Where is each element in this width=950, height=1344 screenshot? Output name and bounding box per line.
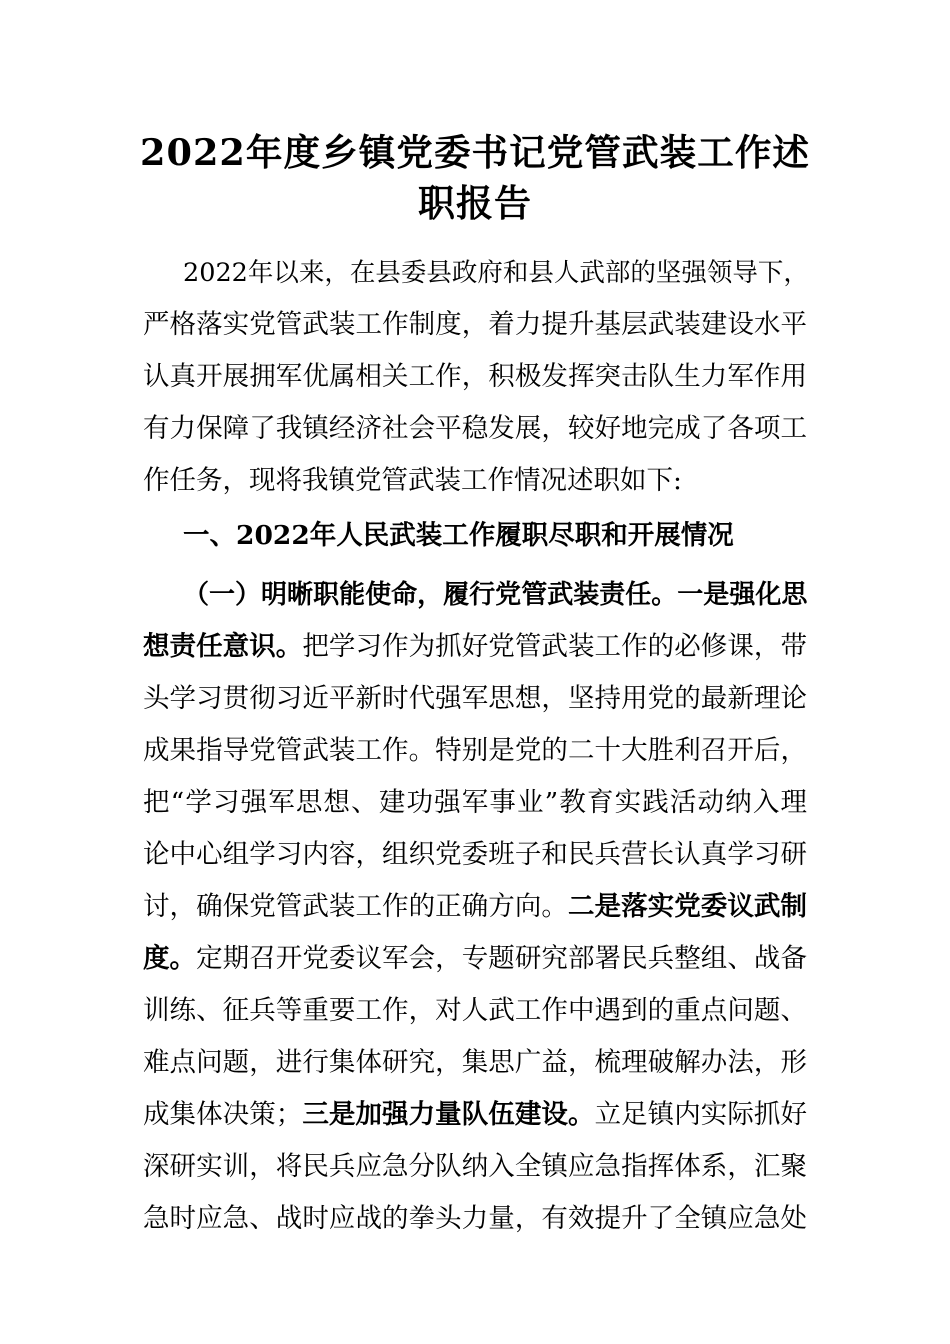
subsection-1-line-9: 训练、征兵等重要工作，对人武工作中遇到的重点问题、: [143, 995, 807, 1026]
subsection-1-line-11: [143, 1089, 807, 1141]
subsection-1-line-2: [143, 621, 807, 673]
intro-line-3: 认真开展拥军优属相关工作，积极发挥突击队生力军作用: [143, 361, 807, 392]
subsection-1-line-7: [143, 881, 807, 933]
intro-line-2: 严格落实党管武装工作制度，着力提升基层武装建设水平: [143, 309, 807, 340]
subsection-1-line-6: 论中心组学习内容，组织党委班子和民兵营长认真学习研: [143, 839, 807, 870]
intro-line-1: 2022年以来，在县委县政府和县人武部的坚强领导下，: [183, 258, 809, 288]
subsection-1-line-3: 头学习贯彻习近平新时代强军思想，坚持用党的最新理论: [143, 683, 807, 714]
bold-phrase: 二是落实党委议武制: [568, 891, 807, 922]
section-1-heading: 一、2022年人民武装工作履职尽职和开展情况: [183, 520, 734, 551]
intro-line-5: 作任务，现将我镇党管武装工作情况述职如下:: [143, 465, 682, 496]
subsection-1-line-8: [143, 933, 807, 985]
subsection-1-line-4: 成果指导党管武装工作。特别是党的二十大胜利召开后，: [143, 735, 807, 766]
line-text: 把学习作为抓好党管武装工作的必修课，带: [302, 631, 807, 662]
document-title-line-2: 职报告: [418, 181, 532, 225]
bold-phrase: 度。: [143, 943, 197, 974]
subsection-1-line-10: 难点问题，进行集体研究，集思广益，梳理破解办法，形: [143, 1047, 807, 1078]
subsection-1-lead: （一）明晰职能使命，履行党管武装责任。一是强化思: [183, 580, 808, 610]
line-text: 定期召开党委议军会，专题研究部署民兵整组、战备: [196, 943, 807, 974]
line-text-tail: 立足镇内实际抓好: [594, 1099, 807, 1130]
bold-phrase: 想责任意识。: [143, 631, 303, 662]
bold-phrase: 三是加强力量队伍建设。: [302, 1099, 595, 1130]
subsection-1-line-5: 把“学习强军思想、建功强军事业”教育实践活动纳入理: [143, 787, 807, 818]
intro-line-4: 有力保障了我镇经济社会平稳发展，较好地完成了各项工: [143, 413, 807, 444]
document-title-line-1: 2022年度乡镇党委书记党管武装工作述: [140, 131, 811, 174]
subsection-1-line-12: 深研实训，将民兵应急分队纳入全镇应急指挥体系，汇聚: [143, 1151, 807, 1182]
subsection-1-line-13: 急时应急、战时应战的拳头力量，有效提升了全镇应急处: [143, 1203, 807, 1234]
line-text: 讨，确保党管武装工作的正确方向。: [143, 891, 568, 922]
line-text: 成集体决策；: [143, 1099, 303, 1130]
